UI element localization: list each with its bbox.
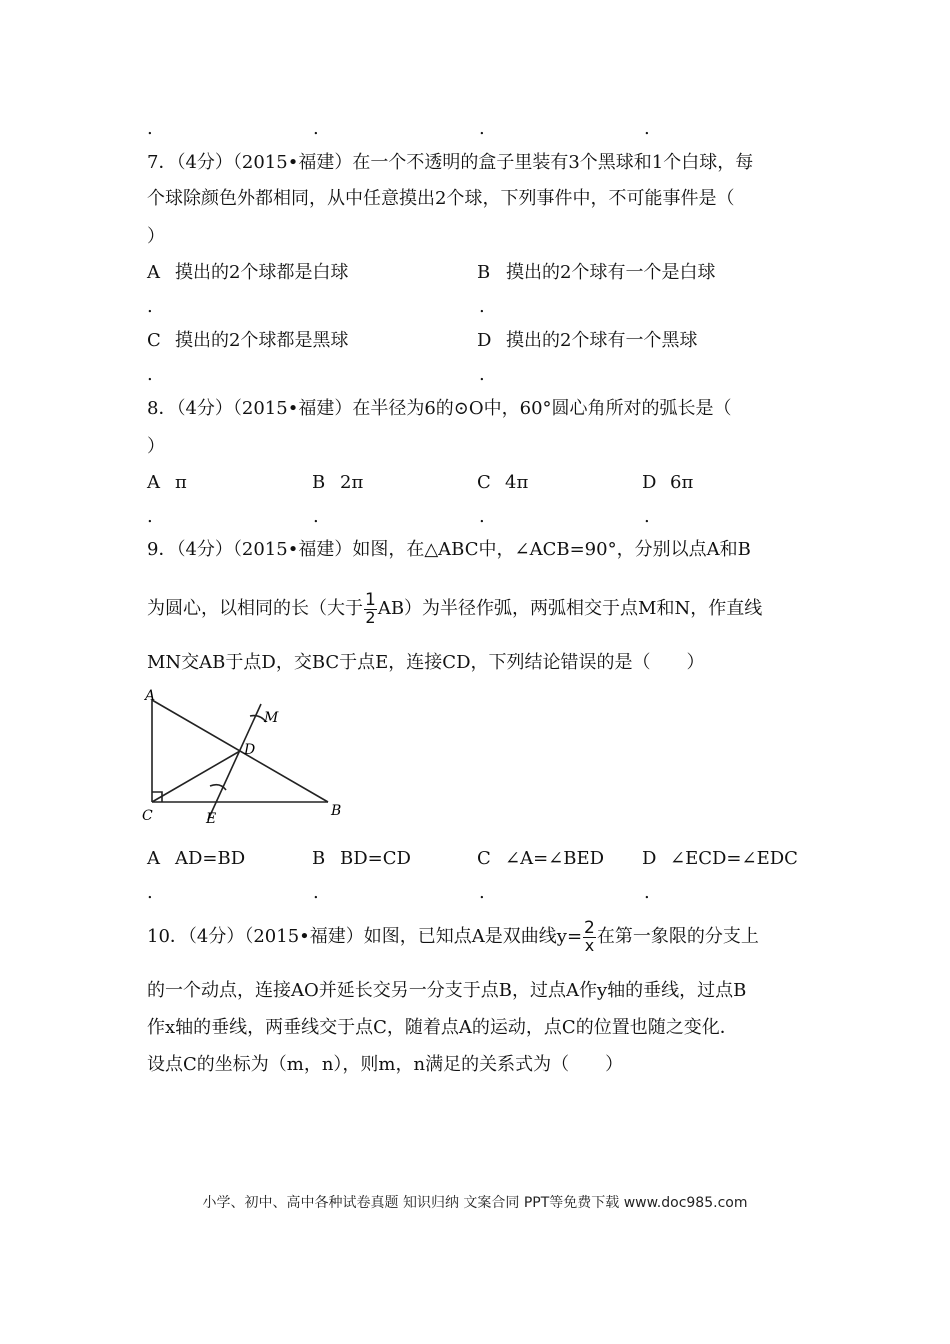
question-text: 的一个动点，连接AO并延长交另一分支于点B，过点A作y轴的垂线，过点B xyxy=(147,980,747,1001)
option-letter: D xyxy=(477,330,492,351)
option-dot: . xyxy=(479,296,485,317)
question-text xyxy=(147,920,759,954)
option-dot: . xyxy=(313,882,319,903)
option-text: 摸出的2个球有一个是白球 xyxy=(506,262,716,283)
option-letter: C xyxy=(477,472,491,493)
fraction-numerator: 1 xyxy=(365,590,376,610)
question-text-part: 为圆心，以相同的长（大于 xyxy=(147,598,363,619)
label-b: B xyxy=(331,803,342,819)
option-letter: B xyxy=(312,472,326,493)
fraction xyxy=(364,592,377,626)
option-dot: . xyxy=(479,882,485,903)
option-letter: B xyxy=(477,262,491,283)
option-text: 4π xyxy=(505,472,529,493)
option-dot: . xyxy=(479,506,485,527)
question-text xyxy=(147,592,762,626)
question-text-part: AB）为半径作弧，两弧相交于点M和N，作直线 xyxy=(377,598,763,619)
page-footer: 小学、初中、高中各种试卷真题 知识归纳 文案合同 PPT等免费下载 www.doc985.com xyxy=(202,1195,748,1211)
option-letter: A xyxy=(147,848,160,869)
option-letter: C xyxy=(147,330,161,351)
option-text: 6π xyxy=(670,472,694,493)
segment-cd xyxy=(152,751,240,802)
option-letter: A xyxy=(147,262,160,283)
label-m: M xyxy=(264,710,279,726)
option-dot: . xyxy=(147,882,153,903)
option-dot: . xyxy=(479,118,485,139)
question-text: ） xyxy=(147,226,165,247)
label-c: C xyxy=(142,808,153,824)
fraction-denominator: 2 xyxy=(365,608,376,627)
option-letter: B xyxy=(312,848,326,869)
option-dot: . xyxy=(147,296,153,317)
question-text: 个球除颜色外都相同，从中任意摸出2个球，下列事件中，不可能事件是（ xyxy=(147,188,735,209)
option-text: 摸出的2个球都是黑球 xyxy=(175,330,349,351)
option-letter: C xyxy=(477,848,491,869)
question-text: 8．（4分）（2015•福建）在半径为6的⊙O中，60°圆心角所对的弧长是（ xyxy=(147,398,732,419)
option-dot: . xyxy=(479,364,485,385)
option-dot: . xyxy=(644,882,650,903)
question-text: ） xyxy=(147,436,165,457)
option-letter: D xyxy=(642,472,657,493)
fraction-numerator: 2 xyxy=(584,918,595,938)
option-text: 摸出的2个球都是白球 xyxy=(175,262,349,283)
option-dot: . xyxy=(147,506,153,527)
option-dot: . xyxy=(644,118,650,139)
option-text: π xyxy=(175,472,187,493)
question-text-part: 10．（4分）（2015•福建）如图，已知点A是双曲线y= xyxy=(147,926,583,947)
option-text: BD=CD xyxy=(340,848,411,869)
option-text: ∠ECD=∠EDC xyxy=(670,848,798,869)
question-text: 设点C的坐标为（m，n），则m，n满足的关系式为（ ） xyxy=(147,1054,624,1075)
fraction-denominator: x xyxy=(584,936,595,955)
label-a: A xyxy=(145,688,156,704)
fraction xyxy=(583,920,596,954)
question-text-part: 在第一象限的分支上 xyxy=(596,926,759,947)
option-dot: . xyxy=(313,118,319,139)
option-dot: . xyxy=(147,364,153,385)
option-letter: D xyxy=(642,848,657,869)
question-text: 7．（4分）（2015•福建）在一个不透明的盒子里装有3个黑球和1个白球，每 xyxy=(147,152,754,173)
option-text: 摸出的2个球有一个黑球 xyxy=(506,330,698,351)
question-text: MN交AB于点D，交BC于点E，连接CD，下列结论错误的是（ ） xyxy=(147,652,705,673)
option-text: AD=BD xyxy=(175,848,246,869)
option-dot: . xyxy=(147,118,153,139)
option-dot: . xyxy=(644,506,650,527)
label-e: E xyxy=(206,811,217,827)
question-text: 9．（4分）（2015•福建）如图，在△ABC中，∠ACB=90°，分别以点A和B xyxy=(147,539,751,560)
option-text: 2π xyxy=(340,472,364,493)
option-text: ∠A=∠BED xyxy=(505,848,605,869)
label-d: D xyxy=(244,742,256,758)
option-dot: . xyxy=(313,506,319,527)
question-text: 作x轴的垂线，两垂线交于点C，随着点A的运动，点C的位置也随之变化． xyxy=(147,1017,738,1038)
option-letter: A xyxy=(147,472,160,493)
triangle-figure xyxy=(140,688,350,828)
